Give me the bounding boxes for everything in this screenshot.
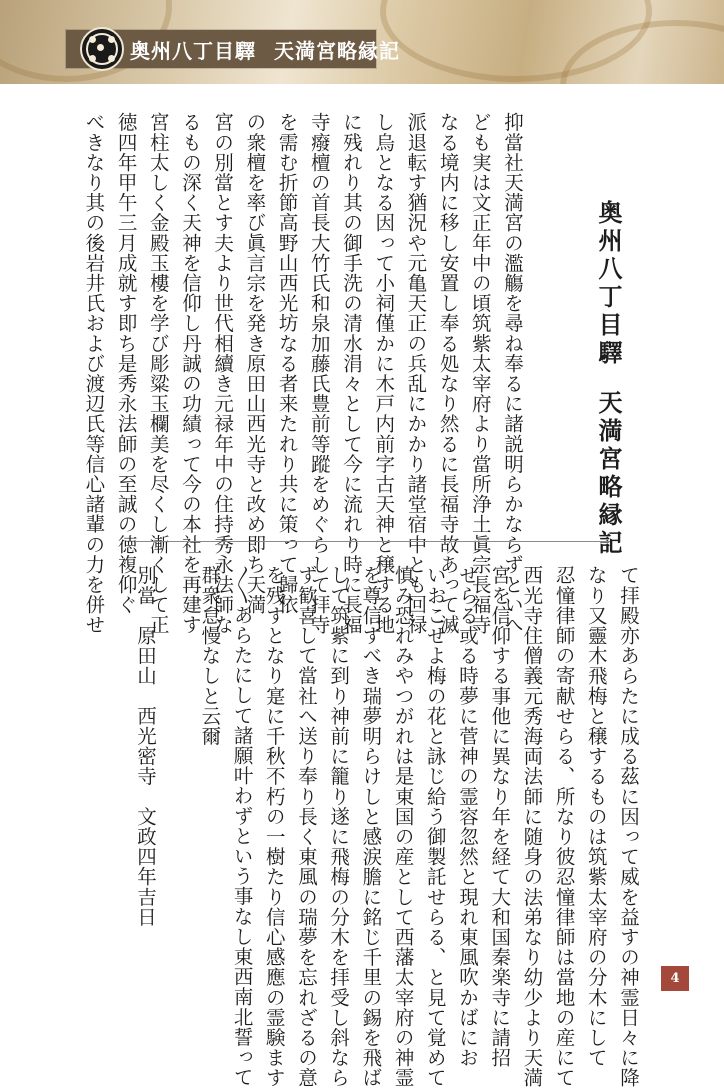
family-crest-icon — [80, 27, 124, 71]
text-column: に残れり其の御手洗の清水涓々として今に流れり時に長福 — [339, 112, 363, 635]
body-text-lower — [54, 565, 644, 1088]
text-column: を尊信すべき瑞夢明らけしと感涙膽に銘じ千里の錫を飛ば — [359, 565, 383, 1088]
text-column: ず歓喜して當社へ送り奉り長く東風の瑞夢を忘れざるの意 — [294, 565, 318, 1088]
text-column: の衆檀を率び眞言宗を発き原田山西光寺と改め即ち天満 — [243, 112, 267, 615]
text-column: 宮を信仰する事他に異なり年を経て大和国秦楽寺に請招 — [488, 565, 512, 1068]
text-column: いおこせよ梅の花と詠じ給う御製託せらる、と見て覚めて — [423, 565, 447, 1088]
text-column: 徳四年甲午三月成就す即ち是秀永法師の至誠の徳複仰ぐ — [114, 112, 138, 615]
text-column: 派退転す猶況や元亀天正の兵乱にかかり諸堂宿中とも回禄 — [404, 112, 428, 635]
text-column: 西光寺住僧義元秀海両法師に随身の法弟なり幼少より天満 — [520, 565, 544, 1088]
text-column: 抑當社天満宮の濫觴を尋ね奉るに諸説明らかならずといへ — [501, 112, 524, 635]
text-column: を残すとなり寔に千秋不朽の一樹たり信心感應の霊験ます — [262, 565, 286, 1088]
text-column: なる境内に移し安置し奉る処なり然るに長福寺故あって滅 — [436, 112, 460, 635]
text-column: 〳〵あらたにして諸願叶わずという事なし東西南北誓って — [230, 565, 254, 1087]
text-column: なり又靈木飛梅と穣するものは筑紫太宰府の分木にして — [584, 565, 608, 1068]
text-column: 宮の別當とす夫より世代相續き元禄年中の住持秀永法師な — [211, 112, 235, 635]
text-column — [161, 565, 193, 975]
text-column: し烏となる因って小祠僅かに木戸内前字古天神と穣する地 — [372, 112, 396, 635]
title-place: 奥州八丁目驛 — [594, 200, 623, 368]
text-column: して筑紫に到り神前に籠り遂に飛梅の分木を拝受し斜なら — [327, 565, 351, 1088]
page-number: 4 — [661, 966, 689, 991]
section-divider — [135, 541, 610, 542]
text-column: せらる或る時夢に菅神の霊容忽然と現れ東風吹かばにお — [455, 565, 479, 1068]
text-column: べきなり其の後岩井氏および渡辺氏等信心諸輩の力を併せ — [82, 112, 106, 635]
text-column: るもの深く天神を信仰し丹誠の功績って今の本社を再建す — [178, 112, 202, 635]
text-column: 群衆怠慢なしと云爾 — [198, 565, 222, 746]
vertical-title — [591, 200, 626, 558]
text-column: 別當 原田山 西光密寺 文政四年吉日 — [133, 565, 157, 927]
header-title — [130, 35, 400, 64]
text-column: 慎み恐れみやつがれは是東国の産として西藩太宰府の神霊 — [391, 565, 415, 1088]
title-name: 天満宮略縁記 — [594, 390, 623, 558]
text-column: 忍憧律師の寄献せらる、所なり彼忍憧律師は當地の産にて — [552, 565, 576, 1088]
text-column: 宮柱太しく金殿玉樓を学び彫粱玉欄美を尽くし漸くして正 — [146, 112, 170, 635]
page-header — [0, 0, 724, 84]
header-section: 奥州八丁目驛 — [130, 39, 256, 63]
text-column: を需む折節高野山西光坊なる者来たれり共に策って歸依 — [275, 112, 299, 615]
body-text-upper — [82, 112, 528, 635]
header-doc-title: 天満宮略縁記 — [274, 39, 400, 63]
text-column: 寺癈檀の首長大竹氏和泉加藤氏豊前等蹤をめぐらして拝寺 — [307, 112, 331, 635]
text-column: て拝殿亦あらたに成る茲に因って威を益すの神霊日々に降 — [617, 565, 640, 1088]
text-column: ども実は文正年中の頃筑紫太宰府より當所浄土眞宗長福寺 — [468, 112, 492, 635]
